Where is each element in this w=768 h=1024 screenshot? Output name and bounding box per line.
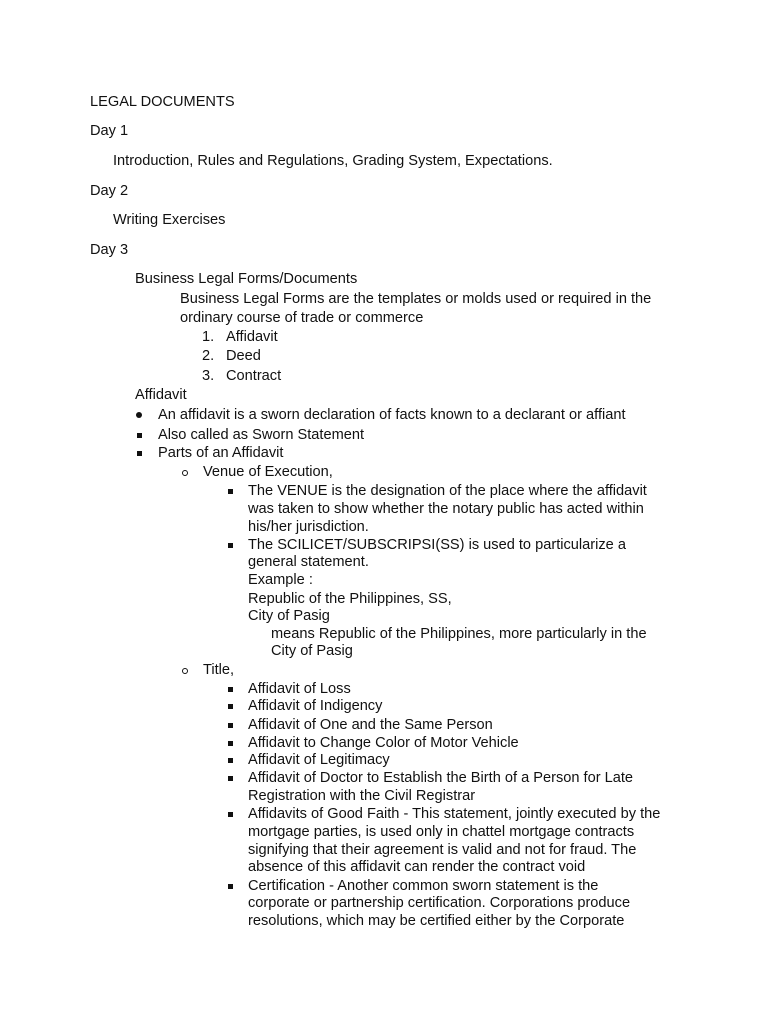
title-item: Certification - Another common sworn statement is the — [248, 878, 599, 894]
list-number: 1. — [202, 329, 215, 345]
title-item: Affidavits of Good Faith - This statement, jointly executed by the — [248, 806, 661, 822]
bullet-square-icon — [228, 776, 233, 781]
title-item: absence of this affidavit can render the contract void — [248, 859, 586, 875]
affidavit-heading: Affidavit — [135, 387, 187, 403]
day2-label: Day 2 — [90, 183, 129, 199]
example-line: City of Pasig — [248, 608, 330, 624]
bullet-circle-icon — [182, 668, 188, 674]
title-item: Registration with the Civil Registrar — [248, 788, 476, 804]
bullet-text: An affidavit is a sworn declaration of facts known to a declarant or affiant — [158, 407, 626, 423]
venue-text: The SCILICET/SUBSCRIPSI(SS) is used to particularize a — [248, 537, 626, 553]
venue-text: general statement. — [248, 554, 369, 570]
bullet-square-icon — [137, 433, 142, 438]
day3-heading: Business Legal Forms/Documents — [135, 271, 358, 287]
bullet-square-icon — [228, 812, 233, 817]
definition-line: ordinary course of trade or commerce — [180, 310, 424, 326]
bullet-square-icon — [228, 758, 233, 763]
title-item: signifying that their agreement is valid and not for fraud. The — [248, 842, 637, 858]
list-item: Deed — [226, 348, 261, 364]
bullet-square-icon — [228, 741, 233, 746]
example-line: Republic of the Philippines, SS, — [248, 591, 452, 607]
title-item: Affidavit of Loss — [248, 681, 351, 697]
day3-label: Day 3 — [90, 242, 129, 258]
meaning-text: City of Pasig — [271, 643, 353, 659]
venue-text: The VENUE is the designation of the place where the affidavit — [248, 483, 647, 499]
list-number: 3. — [202, 368, 215, 384]
bullet-text: Parts of an Affidavit — [158, 445, 284, 461]
list-item: Contract — [226, 368, 282, 384]
bullet-square-icon — [228, 489, 233, 494]
day1-label: Day 1 — [90, 123, 129, 139]
venue-text: was taken to show whether the notary public has acted within — [248, 501, 644, 517]
title-label: Title, — [203, 662, 235, 678]
bullet-square-icon — [228, 884, 233, 889]
bullet-square-icon — [228, 543, 233, 548]
venue-label: Venue of Execution, — [203, 464, 333, 480]
title-item: resolutions, which may be certified either by the Corporate — [248, 913, 625, 929]
bullet-square-icon — [137, 451, 142, 456]
definition-line: Business Legal Forms are the templates or molds used or required in the — [180, 291, 652, 307]
document-title: LEGAL DOCUMENTS — [90, 94, 235, 110]
day2-content: Writing Exercises — [113, 212, 226, 228]
title-item: mortgage parties, is used only in chattel mortgage contracts — [248, 824, 635, 840]
venue-text: his/her jurisdiction. — [248, 519, 369, 535]
bullet-square-icon — [228, 687, 233, 692]
example-label: Example : — [248, 572, 313, 588]
bullet-text: Also called as Sworn Statement — [158, 427, 365, 443]
title-item: Affidavit of Indigency — [248, 698, 383, 714]
title-item: Affidavit of One and the Same Person — [248, 717, 493, 733]
list-number: 2. — [202, 348, 215, 364]
day1-content: Introduction, Rules and Regulations, Grading System, Expectations. — [113, 153, 553, 169]
meaning-text: means Republic of the Philippines, more particularly in the — [271, 626, 647, 642]
bullet-square-icon — [228, 704, 233, 709]
title-item: corporate or partnership certification. Corporations produce — [248, 895, 631, 911]
list-item: Affidavit — [226, 329, 278, 345]
bullet-dot-icon — [136, 412, 142, 418]
bullet-circle-icon — [182, 470, 188, 476]
title-item: Affidavit of Doctor to Establish the Birth of a Person for Late — [248, 770, 634, 786]
title-item: Affidavit to Change Color of Motor Vehicle — [248, 735, 519, 751]
title-item: Affidavit of Legitimacy — [248, 752, 390, 768]
bullet-square-icon — [228, 723, 233, 728]
